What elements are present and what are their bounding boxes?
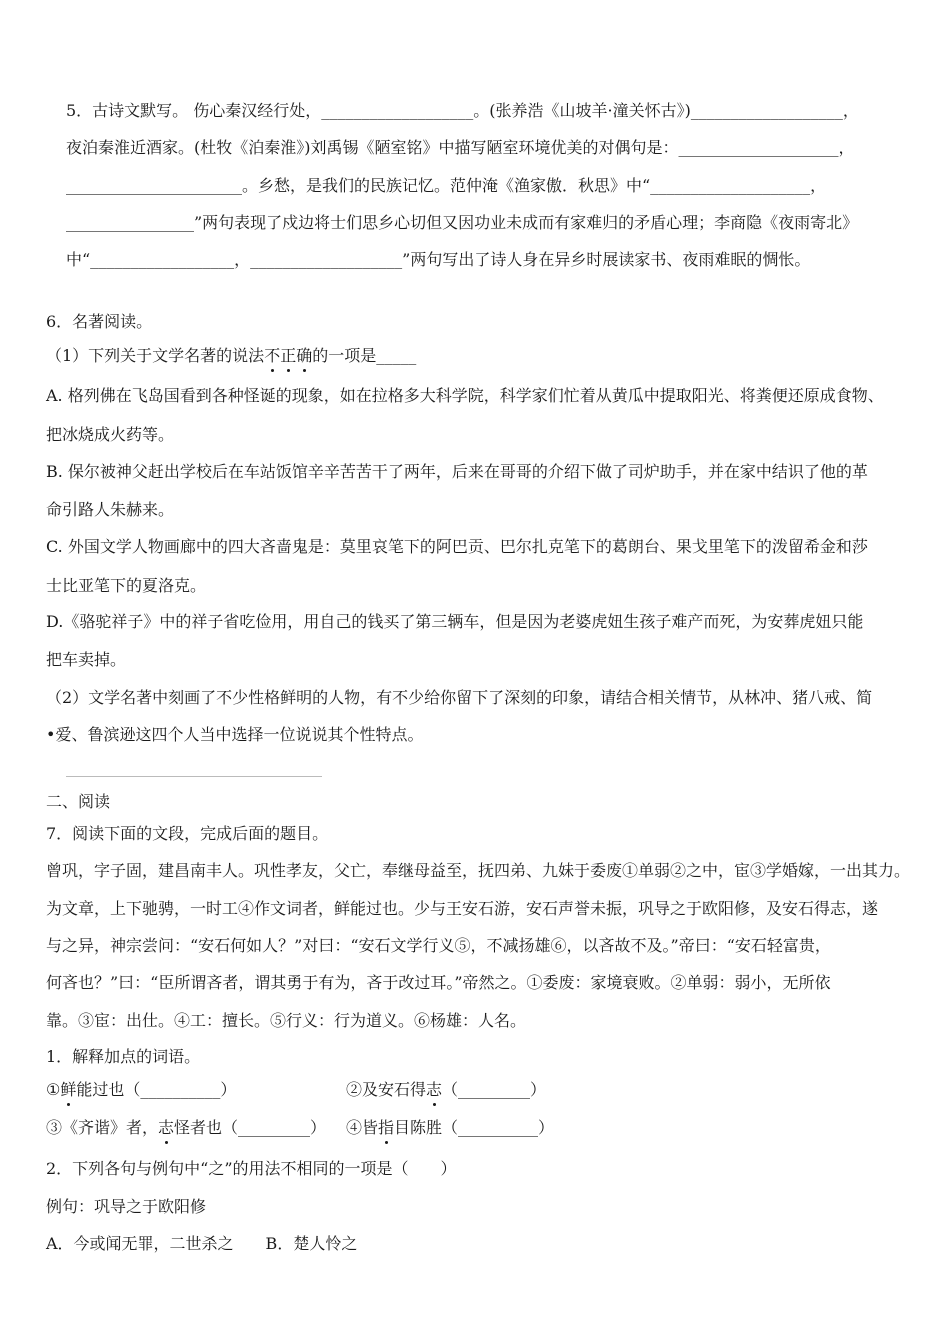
- q5-line-3: ______________________。乡愁，是我们的民族记忆。范仲淹《渔家傲．秋思》中“____________________，: [66, 176, 827, 195]
- q7-sub1-item-4: [346, 1118, 554, 1138]
- q7-sub2-title: 2．下列各句与例句中“之”的用法不相同的一项是（ ）: [46, 1159, 457, 1178]
- emphasis-char: 指: [378, 1118, 395, 1137]
- q6-option-c-line-2: 士比亚笔下的夏洛克。: [46, 576, 207, 595]
- section-heading: 二、阅读: [46, 792, 111, 811]
- q7-title: 7．阅读下面的文段，完成后面的题目。: [46, 824, 329, 843]
- q5-line-2: 夜泊秦淮近酒家。(杜牧《泊秦淮》)刘禹锡《陋室铭》中描写陋室环境优美的对偶句是：____________________，: [66, 138, 855, 157]
- q7-sub1-title: 1．解释加点的词语。: [46, 1047, 201, 1066]
- q7-sub1-item-3: [46, 1118, 326, 1138]
- emphasis-char: 不: [264, 346, 281, 365]
- emphasis-char: 志: [426, 1080, 443, 1099]
- q7-sub2-example: 例句：巩导之于欧阳修: [46, 1197, 207, 1216]
- q7-passage-line-1: 曾巩，字子固，建昌南丰人。巩性孝友，父亡，奉继母益至，抚四弟、九妹于委废①单弱②之中，宦③学婚嫁，一出其力。: [46, 861, 911, 880]
- item-text: ①: [46, 1080, 61, 1099]
- q6-option-d-line-1: D.《骆驼祥子》中的祥子省吃俭用，用自己的钱买了第三辆车，但是因为老婆虎妞生孩子难产而死，为安葬虎妞只能: [46, 612, 864, 631]
- item-text: （_________）: [442, 1080, 547, 1099]
- q6-part1-text-end: 的一项是_____: [312, 346, 417, 365]
- q7-sub2-options: A．今或闻无罪，二世杀之 B．楚人怜之: [46, 1234, 358, 1253]
- q7-passage-line-2: 为文章，上下驰骋，一时工④作文词者，鲜能过也。少与王安石游，安石声誉未振，巩导之于欧阳修，及安石得志，遂: [46, 899, 879, 918]
- emphasis-char: 志: [158, 1118, 175, 1137]
- item-text: 目陈胜（__________）: [394, 1118, 555, 1137]
- q7-passage-line-4: 何吝也？”曰：“臣所谓吝者，谓其勇于有为，吝于改过耳。”帝然之。①委废：家境衰败。②单弱：弱小，无所依: [46, 973, 831, 992]
- q6-option-d-line-2: 把车卖掉。: [46, 650, 127, 669]
- q6-part1-text: （1）下列关于文学名著的说法: [46, 346, 265, 365]
- item-text: ②及安石得: [346, 1080, 427, 1099]
- q5-line-4: ________________”两句表现了戍边将士们思乡心切但又因功业未成而有家难归的矛盾心理；李商隐《夜雨寄北》: [66, 213, 859, 232]
- item-text: ③《齐谐》者，: [46, 1118, 159, 1137]
- emphasis-char: 正: [280, 346, 297, 365]
- q6-option-b-line-1: B. 保尔被神父赶出学校后在车站饭馆辛辛苦苦干了两年，后来在哥哥的介绍下做了司炉助手，并在家中结识了他的革: [46, 462, 868, 481]
- q6-title: 6．名著阅读。: [46, 312, 153, 331]
- q6-part2-line-1: （2）文学名著中刻画了不少性格鲜明的人物，有不少给你留下了深刻的印象，请结合相关情节，从林冲、猪八戒、简: [46, 688, 873, 707]
- q6-option-b-line-2: 命引路人朱赫来。: [46, 500, 175, 519]
- q6-option-a-line-2: 把冰烧成火药等。: [46, 425, 175, 444]
- q7-passage-line-3: 与之异，神宗尝问：“安石何如人？”对曰：“安石文学行义⑤，不减扬雄⑥，以吝故不及。”帝曰：“安石轻富贵，: [46, 936, 831, 955]
- q7-sub1-item-1: [46, 1080, 236, 1100]
- answer-divider: [66, 776, 322, 777]
- q7-passage-line-5: 靠。③宦：出仕。④工：擅长。⑤行义：行为道义。⑥杨雄：人名。: [46, 1011, 527, 1030]
- item-text: ④皆: [346, 1118, 379, 1137]
- item-text: 怪者也（_________）: [174, 1118, 327, 1137]
- q6-part1-prompt: [46, 346, 416, 366]
- q6-part2-line-2: •爱、鲁滨逊这四个人当中选择一位说说其个性特点。: [46, 725, 424, 744]
- q5-line-1: 5．古诗文默写。 伤心秦汉经行处，___________________。(张养浩《山坡羊·潼关怀古》)___________________，: [66, 101, 859, 120]
- q7-sub1-item-2: [346, 1080, 546, 1100]
- q6-option-c-line-1: C. 外国文学人物画廊中的四大吝啬鬼是：莫里哀笔下的阿巴贡、巴尔扎克笔下的葛朗台、果戈里笔下的泼留希金和莎: [46, 537, 868, 556]
- emphasis-char: 鲜: [60, 1080, 77, 1099]
- emphasis-char: 确: [296, 346, 313, 365]
- item-text: 能过也（__________）: [76, 1080, 237, 1099]
- q5-line-5: 中“__________________，___________________”两句写出了诗人身在异乡时展读家书、夜雨难眠的惆怅。: [66, 250, 811, 269]
- q6-option-a-line-1: A. 格列佛在飞岛国看到各种怪诞的现象，如在拉格多大科学院，科学家们忙着从黄瓜中提取阳光、将粪便还原成食物、: [46, 386, 884, 405]
